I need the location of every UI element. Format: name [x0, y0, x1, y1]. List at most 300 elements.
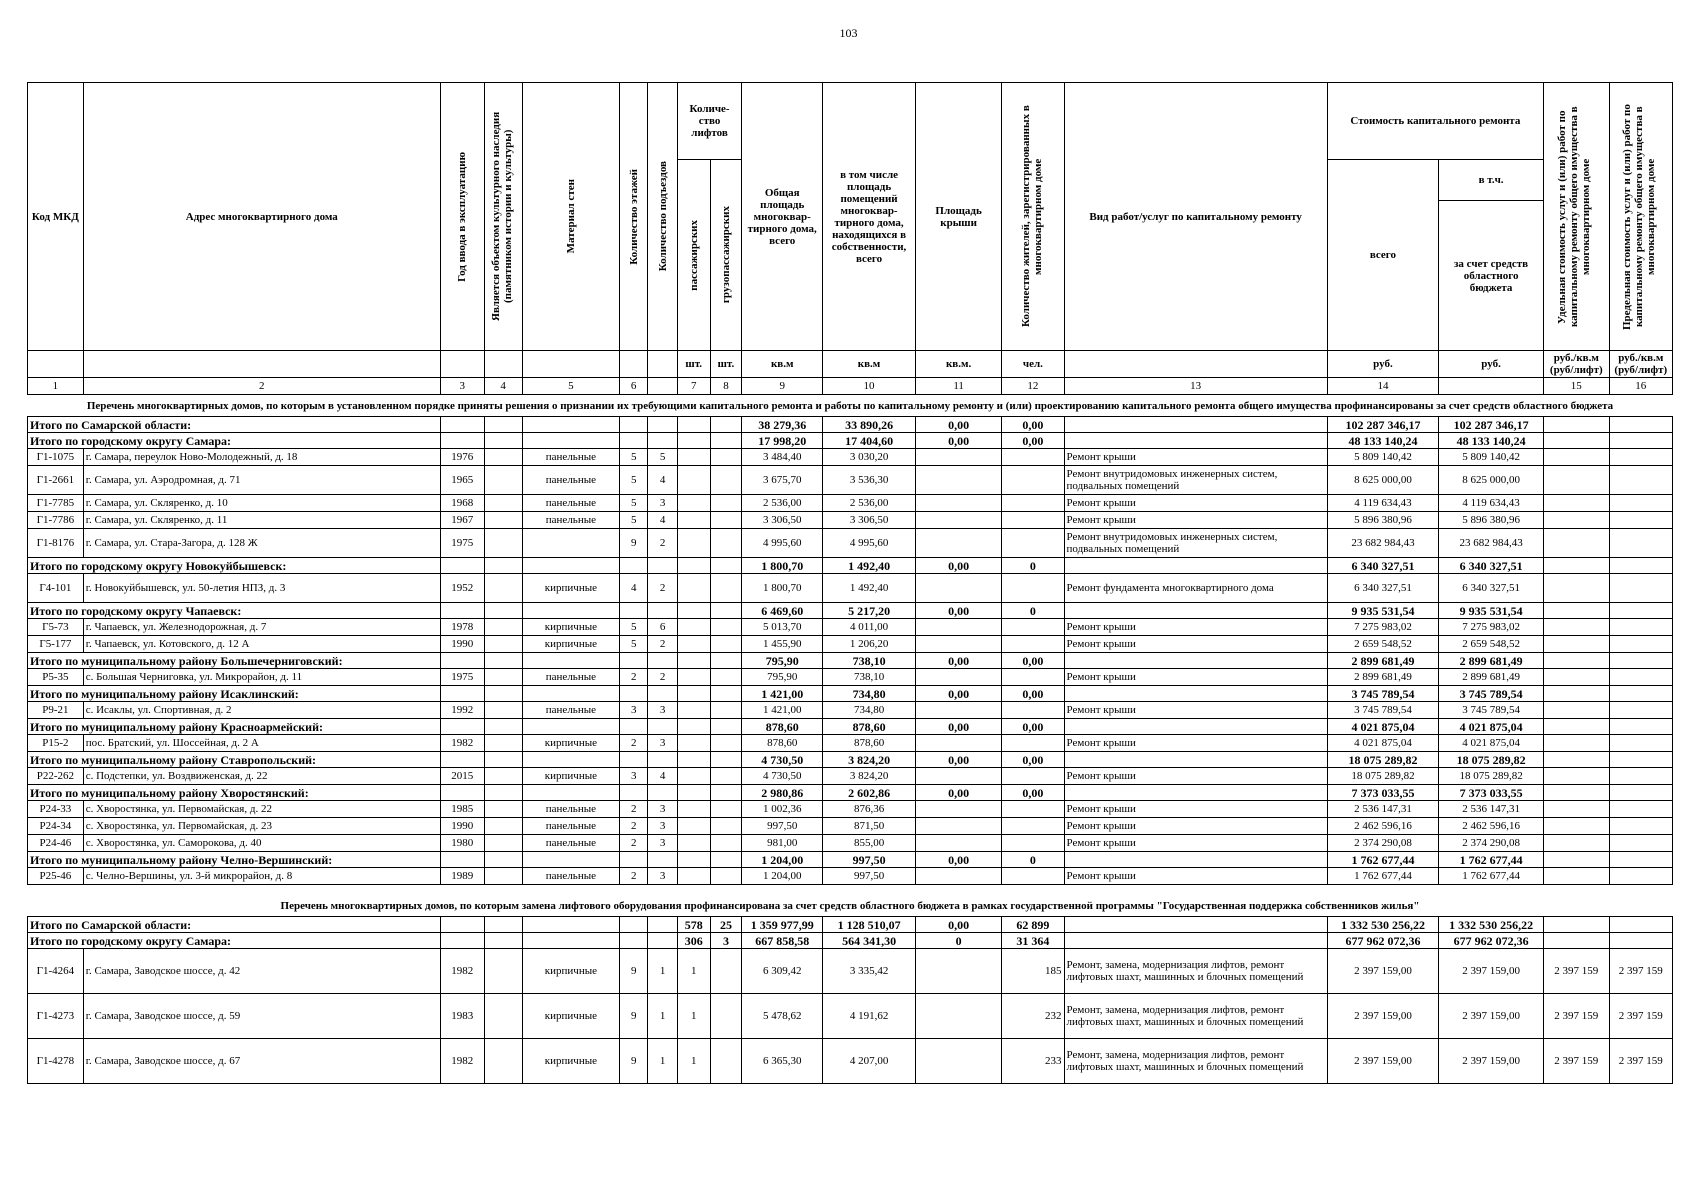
empty-cell [440, 852, 484, 868]
roof-area: 0,00 [915, 603, 1001, 619]
lifts-cargo: 25 [710, 917, 742, 933]
heritage [484, 619, 522, 636]
wall-material: кирпичные [522, 574, 619, 603]
unit-cost [1544, 852, 1610, 868]
cost-total: 6 340 327,51 [1327, 574, 1438, 603]
year: 1975 [440, 669, 484, 686]
empty-cell [484, 603, 522, 619]
lifts-passenger [677, 686, 710, 702]
cost-regional: 2 397 159,00 [1439, 1039, 1544, 1084]
total-area: 878,60 [742, 735, 823, 752]
residents [1002, 619, 1064, 636]
table-row [28, 449, 1673, 466]
residents [1002, 835, 1064, 852]
column-numbers-row [28, 378, 1673, 395]
total-area: 4 995,60 [742, 529, 823, 558]
work-type: Ремонт, замена, модернизация лифтов, ремонт лифтовых шахт, машинных и блочных помещений [1064, 994, 1327, 1039]
work-type: Ремонт крыши [1064, 801, 1327, 818]
floors: 2 [620, 669, 648, 686]
heritage [484, 702, 522, 719]
empty-cell [522, 933, 619, 949]
mkd-code: Р15-2 [28, 735, 84, 752]
table-row [28, 949, 1673, 994]
subtotal-row [28, 852, 1673, 868]
mkd-code: Г1-1075 [28, 449, 84, 466]
table-row [28, 636, 1673, 653]
lifts-passenger [677, 752, 710, 768]
max-cost [1609, 752, 1672, 768]
max-cost [1609, 719, 1672, 735]
owned-area: 997,50 [823, 868, 916, 885]
wall-material: панельные [522, 449, 619, 466]
entrances: 4 [648, 768, 677, 785]
max-cost [1609, 466, 1672, 495]
address: г. Чапаевск, ул. Железнодорожная, д. 7 [83, 619, 440, 636]
unit-chel: чел. [1002, 351, 1064, 378]
subtotal-label: Итого по муниципальному району Красноармейский: [28, 719, 441, 735]
heritage [484, 1039, 522, 1084]
cost-regional: 5 896 380,96 [1439, 512, 1544, 529]
cost-total: 2 397 159,00 [1327, 994, 1438, 1039]
cost-regional: 23 682 984,43 [1439, 529, 1544, 558]
roof-area [915, 529, 1001, 558]
empty-cell [522, 752, 619, 768]
subtotal-row [28, 752, 1673, 768]
lifts-passenger [677, 719, 710, 735]
empty-cell [522, 686, 619, 702]
cost-regional: 7 373 033,55 [1439, 785, 1544, 801]
cost-total: 1 762 677,44 [1327, 852, 1438, 868]
address: с. Челно-Вершины, ул. 3-й микрорайон, д. 8 [83, 868, 440, 885]
total-area: 17 998,20 [742, 433, 823, 449]
lifts-passenger [677, 653, 710, 669]
lifts-cargo [710, 619, 742, 636]
mkd-code: Г1-4264 [28, 949, 84, 994]
year: 1982 [440, 1039, 484, 1084]
owned-area: 1 206,20 [823, 636, 916, 653]
subtotal-label: Итого по городскому округу Самара: [28, 933, 441, 949]
cost-total: 18 075 289,82 [1327, 768, 1438, 785]
owned-area: 3 824,20 [823, 752, 916, 768]
subtotal-row [28, 433, 1673, 449]
lifts-passenger [677, 702, 710, 719]
work-type: Ремонт крыши [1064, 735, 1327, 752]
entrances: 3 [648, 702, 677, 719]
lifts-passenger [677, 466, 710, 495]
work-type [1064, 785, 1327, 801]
max-cost: 2 397 159 [1609, 949, 1672, 994]
floors: 2 [620, 868, 648, 885]
table-row [28, 835, 1673, 852]
mkd-code: Г1-8176 [28, 529, 84, 558]
address: пос. Братский, ул. Шоссейная, д. 2 А [83, 735, 440, 752]
column-number: 3 [440, 378, 484, 395]
cost-regional: 2 659 548,52 [1439, 636, 1544, 653]
unit-cost [1544, 466, 1610, 495]
cost-total: 23 682 984,43 [1327, 529, 1438, 558]
heritage [484, 735, 522, 752]
floors: 4 [620, 574, 648, 603]
owned-area: 738,10 [823, 669, 916, 686]
mkd-code: Р24-34 [28, 818, 84, 835]
wall-material: панельные [522, 801, 619, 818]
owned-area: 4 191,62 [823, 994, 916, 1039]
empty-cell [484, 686, 522, 702]
address: г. Самара, Заводское шоссе, д. 42 [83, 949, 440, 994]
roof-area [915, 636, 1001, 653]
empty-cell [440, 933, 484, 949]
lifts-cargo [710, 466, 742, 495]
empty-cell [648, 433, 677, 449]
owned-area: 17 404,60 [823, 433, 916, 449]
entrances: 2 [648, 529, 677, 558]
subtotal-row [28, 719, 1673, 735]
lifts-cargo [710, 529, 742, 558]
roof-area: 0 [915, 933, 1001, 949]
subtotal-label: Итого по Самарской области: [28, 417, 441, 433]
empty-cell [484, 752, 522, 768]
entrances: 2 [648, 636, 677, 653]
roof-area [915, 449, 1001, 466]
cost-total: 4 021 875,04 [1327, 719, 1438, 735]
roof-area: 0,00 [915, 719, 1001, 735]
work-type: Ремонт крыши [1064, 868, 1327, 885]
total-area: 38 279,36 [742, 417, 823, 433]
header-lifts-passenger: пассажирских [677, 160, 710, 351]
roof-area [915, 466, 1001, 495]
unit-rub: руб. [1327, 351, 1438, 378]
wall-material: панельные [522, 466, 619, 495]
max-cost [1609, 669, 1672, 686]
unit-cost [1544, 917, 1610, 933]
empty-cell [484, 653, 522, 669]
lifts-cargo [710, 603, 742, 619]
subtotal-label: Итого по муниципальному району Большечерниговский: [28, 653, 441, 669]
lifts-cargo [710, 636, 742, 653]
column-number: 11 [915, 378, 1001, 395]
unit-cost [1544, 686, 1610, 702]
cost-regional: 102 287 346,17 [1439, 417, 1544, 433]
cost-regional: 9 935 531,54 [1439, 603, 1544, 619]
unit-cost [1544, 636, 1610, 653]
max-cost [1609, 686, 1672, 702]
wall-material: панельные [522, 512, 619, 529]
floors: 2 [620, 835, 648, 852]
max-cost [1609, 653, 1672, 669]
address: с. Хворостянка, ул. Первомайская, д. 22 [83, 801, 440, 818]
wall-material: кирпичные [522, 735, 619, 752]
roof-area: 0,00 [915, 417, 1001, 433]
heritage [484, 669, 522, 686]
lifts-cargo [710, 785, 742, 801]
wall-material [522, 529, 619, 558]
floors: 9 [620, 994, 648, 1039]
address: г. Самара, ул. Стара-Загора, д. 128 Ж [83, 529, 440, 558]
owned-area: 878,60 [823, 735, 916, 752]
total-area: 878,60 [742, 719, 823, 735]
total-area: 6 309,42 [742, 949, 823, 994]
lifts-cargo [710, 801, 742, 818]
mkd-code: Г1-4278 [28, 1039, 84, 1084]
unit-kvm: кв.м. [915, 351, 1001, 378]
year: 1968 [440, 495, 484, 512]
cost-regional: 18 075 289,82 [1439, 768, 1544, 785]
owned-area: 734,80 [823, 686, 916, 702]
unit-cost [1544, 818, 1610, 835]
floors: 9 [620, 949, 648, 994]
total-area: 667 858,58 [742, 933, 823, 949]
wall-material: панельные [522, 702, 619, 719]
column-number: 12 [1002, 378, 1064, 395]
empty-cell [620, 752, 648, 768]
lifts-passenger [677, 558, 710, 574]
year: 1989 [440, 868, 484, 885]
unit-cost [1544, 653, 1610, 669]
empty-cell [620, 653, 648, 669]
roof-area: 0,00 [915, 433, 1001, 449]
work-type [1064, 558, 1327, 574]
entrances: 2 [648, 669, 677, 686]
work-type: Ремонт, замена, модернизация лифтов, ремонт лифтовых шахт, машинных и блочных помещений [1064, 949, 1327, 994]
unit-cost [1544, 735, 1610, 752]
lifts-passenger [677, 574, 710, 603]
unit-sht: шт. [677, 351, 710, 378]
roof-area: 0,00 [915, 852, 1001, 868]
cost-regional: 7 275 983,02 [1439, 619, 1544, 636]
heritage [484, 868, 522, 885]
year: 1982 [440, 735, 484, 752]
max-cost [1609, 574, 1672, 603]
table-row [28, 529, 1673, 558]
lifts-passenger [677, 868, 710, 885]
work-type: Ремонт крыши [1064, 449, 1327, 466]
address: г. Самара, ул. Скляренко, д. 10 [83, 495, 440, 512]
empty-cell [620, 417, 648, 433]
empty-cell [648, 686, 677, 702]
subtotal-row [28, 558, 1673, 574]
total-area: 1 421,00 [742, 702, 823, 719]
mkd-code: Г5-73 [28, 619, 84, 636]
cost-total: 2 397 159,00 [1327, 1039, 1438, 1084]
empty-cell [522, 433, 619, 449]
cost-total: 3 745 789,54 [1327, 686, 1438, 702]
address: г. Чапаевск, ул. Котовского, д. 12 А [83, 636, 440, 653]
lifts-cargo [710, 449, 742, 466]
residents: 0,00 [1002, 417, 1064, 433]
year: 1990 [440, 636, 484, 653]
total-area: 795,90 [742, 653, 823, 669]
lifts-cargo [710, 433, 742, 449]
owned-area: 2 536,00 [823, 495, 916, 512]
unit-cost [1544, 449, 1610, 466]
table-row [28, 512, 1673, 529]
entrances: 4 [648, 466, 677, 495]
unit-rub-kvm: руб./кв.м (руб/лифт) [1609, 351, 1672, 378]
header-roof-area: Площадь крыши [915, 83, 1001, 351]
roof-area: 0,00 [915, 558, 1001, 574]
year: 1976 [440, 449, 484, 466]
entrances: 1 [648, 949, 677, 994]
entrances: 3 [648, 495, 677, 512]
empty-cell [440, 603, 484, 619]
roof-area: 0,00 [915, 917, 1001, 933]
subtotal-row [28, 686, 1673, 702]
wall-material: панельные [522, 835, 619, 852]
table-row [28, 994, 1673, 1039]
total-area: 1 002,36 [742, 801, 823, 818]
mkd-code: Р24-46 [28, 835, 84, 852]
max-cost: 2 397 159 [1609, 1039, 1672, 1084]
cost-regional: 2 397 159,00 [1439, 949, 1544, 994]
empty-cell [648, 917, 677, 933]
owned-area: 3 536,30 [823, 466, 916, 495]
header-unit-cost: Удельная стоимость услуг и (или) работ по капитальному ремонту общего имущества в многоквартирном доме [1544, 83, 1610, 351]
table-row [28, 495, 1673, 512]
header-entrances: Количество подъездов [648, 83, 677, 351]
total-area: 3 675,70 [742, 466, 823, 495]
floors: 9 [620, 1039, 648, 1084]
cost-total: 102 287 346,17 [1327, 417, 1438, 433]
lifts-cargo [710, 735, 742, 752]
owned-area: 33 890,26 [823, 417, 916, 433]
work-type: Ремонт фундамента многоквартирного дома [1064, 574, 1327, 603]
max-cost [1609, 702, 1672, 719]
table-row [28, 768, 1673, 785]
empty-cell [648, 752, 677, 768]
lifts-cargo [710, 818, 742, 835]
subtotal-label: Итого по городскому округу Самара: [28, 433, 441, 449]
residents: 0,00 [1002, 719, 1064, 735]
header-owned-area: в том числе площадь помещений многоквар-тирного дома, находящихся в собственности, всего [823, 83, 916, 351]
year: 1985 [440, 801, 484, 818]
lifts-passenger [677, 495, 710, 512]
empty-cell [484, 417, 522, 433]
subtotal-row [28, 417, 1673, 433]
unit-cost [1544, 669, 1610, 686]
column-number: 4 [484, 378, 522, 395]
lifts-cargo [710, 835, 742, 852]
column-number: 14 [1327, 378, 1438, 395]
empty-cell [440, 653, 484, 669]
lifts-cargo [710, 1039, 742, 1084]
unit-cost [1544, 417, 1610, 433]
lifts-passenger [677, 603, 710, 619]
header-lifts: Количе-ство лифтов [677, 83, 741, 160]
lifts-cargo [710, 702, 742, 719]
unit-rub-kvm: руб./кв.м (руб/лифт) [1544, 351, 1610, 378]
owned-area: 876,36 [823, 801, 916, 818]
max-cost [1609, 636, 1672, 653]
residents [1002, 495, 1064, 512]
header-year: Год ввода в эксплуатацию [440, 83, 484, 351]
owned-area: 4 011,00 [823, 619, 916, 636]
lifts-passenger [677, 768, 710, 785]
max-cost [1609, 449, 1672, 466]
owned-area: 564 341,30 [823, 933, 916, 949]
residents [1002, 574, 1064, 603]
section1-table [27, 416, 1673, 885]
lifts-passenger: 306 [677, 933, 710, 949]
unit-cost [1544, 933, 1610, 949]
roof-area: 0,00 [915, 785, 1001, 801]
mkd-code: Г4-101 [28, 574, 84, 603]
column-number [1439, 378, 1544, 395]
total-area: 4 730,50 [742, 752, 823, 768]
column-number: 2 [83, 378, 440, 395]
cost-regional: 2 462 596,16 [1439, 818, 1544, 835]
cost-regional: 48 133 140,24 [1439, 433, 1544, 449]
max-cost [1609, 495, 1672, 512]
max-cost [1609, 785, 1672, 801]
work-type: Ремонт крыши [1064, 702, 1327, 719]
work-type [1064, 719, 1327, 735]
section2-table [27, 916, 1673, 1084]
roof-area [915, 669, 1001, 686]
work-type: Ремонт крыши [1064, 835, 1327, 852]
total-area: 1 421,00 [742, 686, 823, 702]
header-cost-regional: за счет средств областного бюджета [1439, 201, 1544, 351]
lifts-cargo [710, 994, 742, 1039]
table-row [28, 801, 1673, 818]
residents [1002, 529, 1064, 558]
column-number: 10 [823, 378, 916, 395]
section2-title: Перечень многоквартирных домов, по которым замена лифтового оборудования профинансирована за счет средств областного бюджета в рамках государственной программы "Государственная поддержка собственников жилья" [280, 900, 1420, 912]
residents [1002, 768, 1064, 785]
cost-regional: 3 745 789,54 [1439, 686, 1544, 702]
residents: 0,00 [1002, 785, 1064, 801]
empty-cell [522, 785, 619, 801]
total-area: 1 204,00 [742, 868, 823, 885]
header-lifts-cargo: грузопассажирских [710, 160, 742, 351]
residents: 0,00 [1002, 686, 1064, 702]
table-row [28, 735, 1673, 752]
table-row [28, 574, 1673, 603]
cost-total: 2 899 681,49 [1327, 669, 1438, 686]
cost-total: 2 374 290,08 [1327, 835, 1438, 852]
year: 1967 [440, 512, 484, 529]
unit-cost [1544, 574, 1610, 603]
column-number [648, 378, 677, 395]
unit-cost: 2 397 159 [1544, 1039, 1610, 1084]
year: 1952 [440, 574, 484, 603]
empty-cell [620, 719, 648, 735]
cost-total: 1 762 677,44 [1327, 868, 1438, 885]
year: 1990 [440, 818, 484, 835]
owned-area: 1 492,40 [823, 558, 916, 574]
page-number: 103 [839, 26, 858, 40]
empty-cell [648, 785, 677, 801]
total-area: 5 013,70 [742, 619, 823, 636]
cost-regional: 2 374 290,08 [1439, 835, 1544, 852]
cost-regional: 3 745 789,54 [1439, 702, 1544, 719]
mkd-code: Г5-177 [28, 636, 84, 653]
floors: 2 [620, 735, 648, 752]
address: г. Самара, ул. Аэродромная, д. 71 [83, 466, 440, 495]
lifts-cargo [710, 752, 742, 768]
heritage [484, 818, 522, 835]
column-number: 9 [742, 378, 823, 395]
empty-cell [620, 558, 648, 574]
lifts-cargo [710, 574, 742, 603]
mkd-code: Г1-2661 [28, 466, 84, 495]
column-number: 8 [710, 378, 742, 395]
address: г. Самара, ул. Скляренко, д. 11 [83, 512, 440, 529]
subtotal-row [28, 785, 1673, 801]
max-cost [1609, 852, 1672, 868]
owned-area: 1 128 510,07 [823, 917, 916, 933]
mkd-code: Г1-4273 [28, 994, 84, 1039]
floors: 5 [620, 449, 648, 466]
